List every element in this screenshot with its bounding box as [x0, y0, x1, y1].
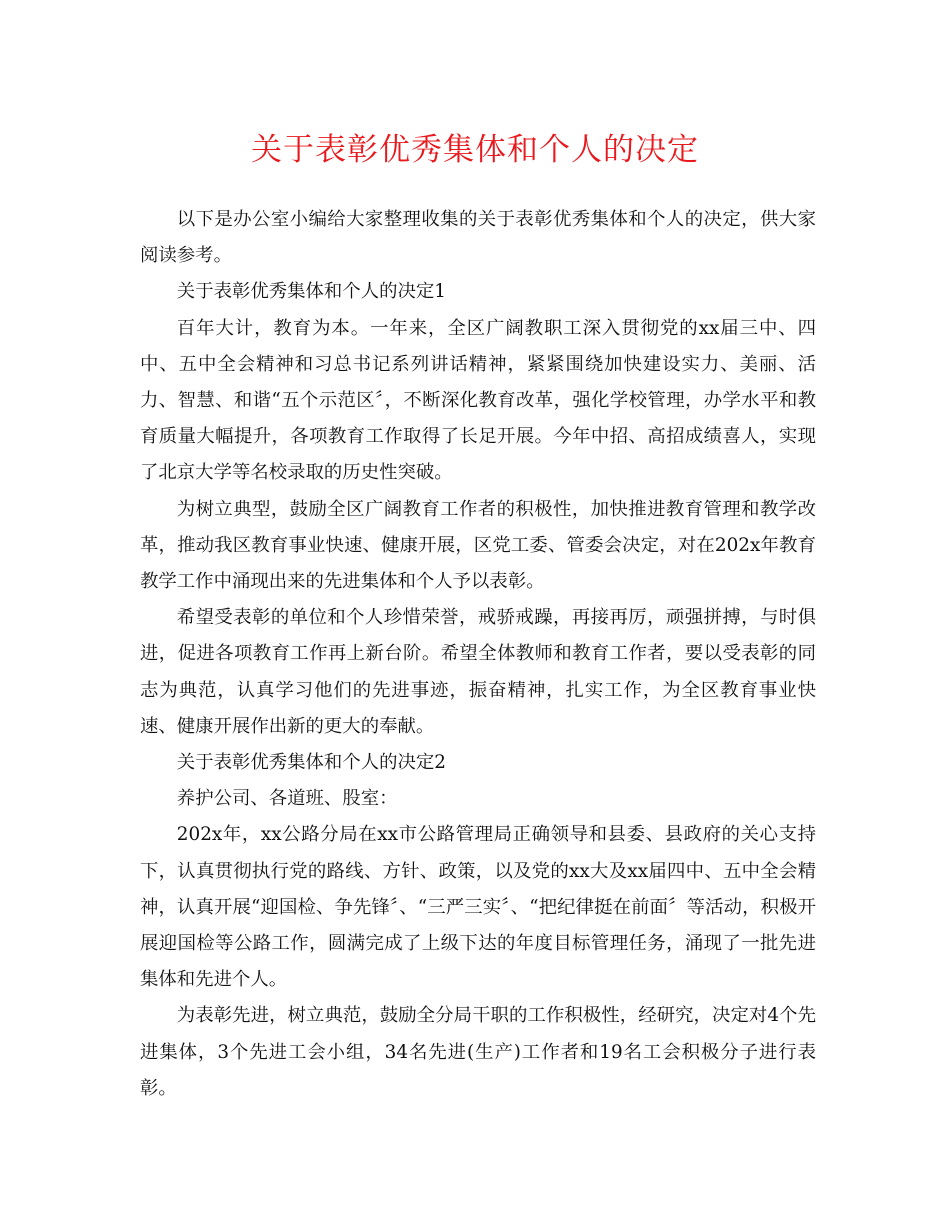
document-title: 关于表彰优秀集体和个人的决定 [251, 132, 699, 168]
body-paragraph: 为树立典型，鼓励全区广阔教育工作者的积极性，加快推进教育管理和教学改革，推动我区教育事业快速、健康开展，区党工委、管委会决定，对在202x年教育教学工作中涌现出来的先进集体和个人予以表彰。 [140, 498, 816, 593]
section-heading-2: 关于表彰优秀集体和个人的决定2 [176, 752, 446, 774]
salutation-paragraph: 养护公司、各道班、股室： [176, 788, 398, 810]
intro-paragraph: 以下是办公室小编给大家整理收集的关于表彰优秀集体和个人的决定，供大家阅读参考。 [140, 209, 816, 267]
body-paragraph: 202x年，xx公路分局在xx市公路管理局正确领导和县委、县政府的关心支持下，认真贯彻执行党的路线、方针、政策，以及党的xx大及xx届四中、五中全会精神，认真开展“迎国检、争先锋〞、“三严三实〞、“把纪律挺在前面〞等活动，积极开展迎国检等公路工作，圆满完成了上级下达的年度目标管理任务，涌现了一批先进集体和先进个人。 [140, 824, 816, 991]
section-heading-1: 关于表彰优秀集体和个人的决定1 [176, 281, 446, 303]
body-paragraph: 为表彰先进，树立典范，鼓励全分局干职的工作积极性，经研究，决定对4个先进集体，3个先进工会小组，34名先进(生产)工作者和19名工会积极分子进行表彰。 [140, 1005, 816, 1099]
body-paragraph: 百年大计，教育为本。一年来，全区广阔教职工深入贯彻党的xx届三中、四中、五中全会精神和习总书记系列讲话精神，紧紧围绕加快建设实力、美丽、活力、智慧、和谐“五个示范区〞，不断深化教育改革，强化学校管理，办学水平和教育质量大幅提升，各项教育工作取得了长足开展。今年中招、高招成绩喜人，实现了北京大学等名校录取的历史性突破。 [140, 317, 816, 484]
body-paragraph: 希望受表彰的单位和个人珍惜荣誉，戒骄戒躁，再接再厉，顽强拼搏，与时俱进，促进各项教育工作再上新台阶。希望全体教师和教育工作者，要以受表彰的同志为典范，认真学习他们的先进事迹，振奋精神，扎实工作，为全区教育事业快速、健康开展作出新的更大的奉献。 [140, 607, 816, 737]
document-body [140, 202, 816, 1107]
